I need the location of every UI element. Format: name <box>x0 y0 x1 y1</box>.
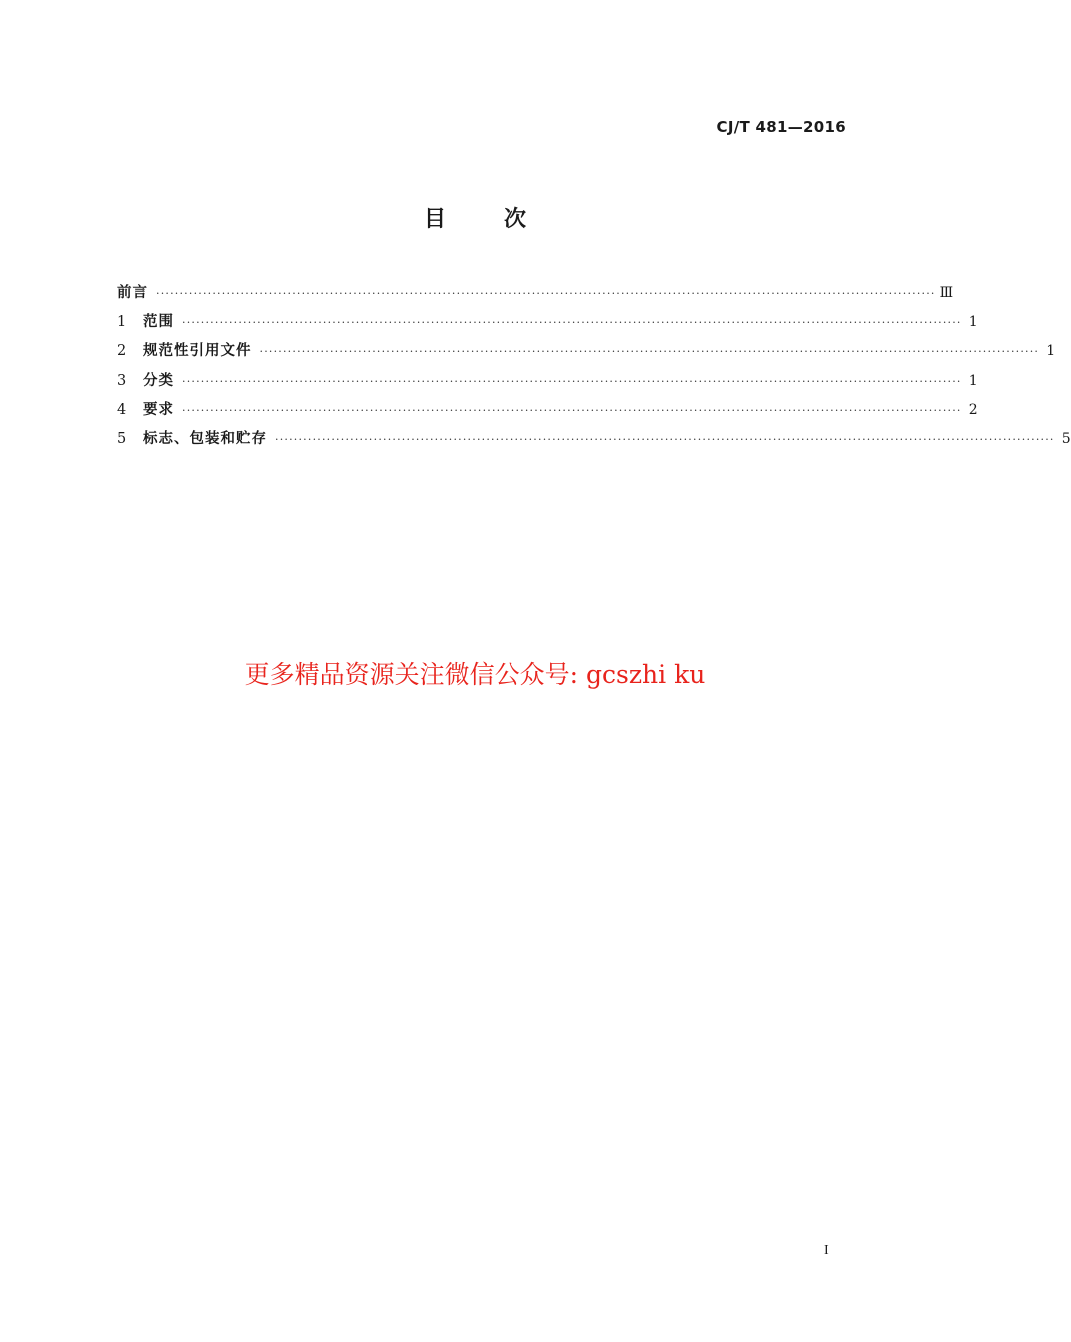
toc-entry-page: Ⅲ <box>939 285 954 301</box>
toc-leader-dots: ······································································································································································ <box>275 432 1055 446</box>
page-title: 目次 <box>423 207 584 232</box>
toc-leader-dots: ······································································································································································ <box>182 374 962 388</box>
watermark-text: 更多精品资源关注微信公众号: gcszhi ku <box>244 660 706 689</box>
toc-entry-label: 要求 <box>143 401 174 418</box>
toc-entry-number: 1 <box>117 314 127 331</box>
toc-leader-dots: ······································································································································································ <box>182 316 962 330</box>
toc-entry-label: 规范性引用文件 <box>143 343 252 360</box>
toc-entry-label: 分类 <box>143 372 174 389</box>
footer-page-number: I <box>824 1243 829 1258</box>
toc-entry-label: 前言 <box>117 285 148 301</box>
toc-entry-page: 2 <box>968 401 978 418</box>
toc-leader-dots: ······································································································································································ <box>182 403 962 417</box>
toc-entry-label: 标志、包装和贮存 <box>143 430 267 447</box>
toc-entry-marking-packaging-storage[interactable] <box>117 427 1071 456</box>
toc-entry-label: 范围 <box>143 314 174 331</box>
toc-entry-number: 4 <box>117 401 127 418</box>
toc-entry-number: 2 <box>117 343 127 360</box>
standard-code: CJ/T 481—2016 <box>716 118 846 136</box>
toc-entry-foreword[interactable] <box>117 281 954 310</box>
toc-leader-dots: ······································································································································································ <box>156 287 936 300</box>
toc-leader-dots: ······································································································································································ <box>259 345 1040 359</box>
toc-entry-page: 1 <box>968 372 978 389</box>
toc-entry-number: 3 <box>117 372 127 389</box>
toc-entry-page: 1 <box>1046 343 1056 360</box>
toc-entry-normative-references[interactable] <box>117 339 1056 368</box>
toc-entry-page: 5 <box>1061 430 1071 447</box>
table-of-contents <box>117 281 1071 456</box>
toc-entry-scope[interactable] <box>117 310 978 339</box>
toc-entry-page: 1 <box>968 314 978 331</box>
toc-entry-number: 5 <box>117 430 127 447</box>
toc-entry-classification[interactable] <box>117 369 978 398</box>
toc-entry-requirements[interactable] <box>117 398 978 427</box>
